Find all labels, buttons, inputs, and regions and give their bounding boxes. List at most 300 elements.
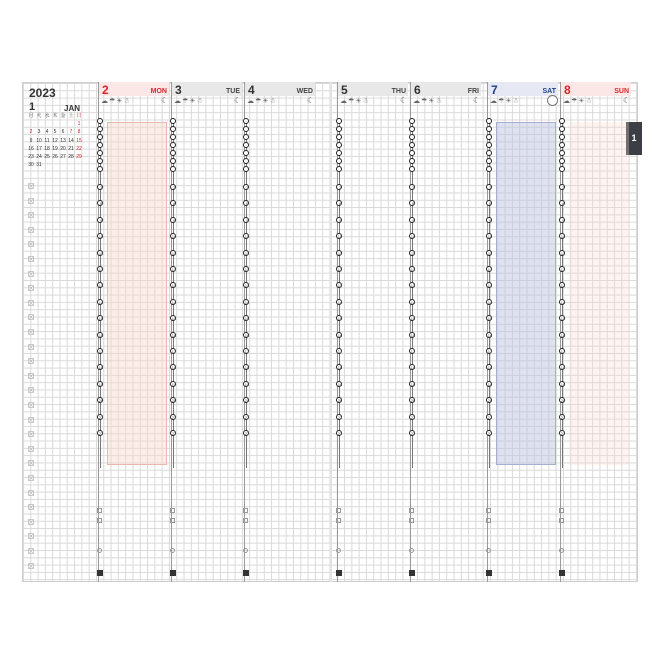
hour-label: 21 [244,414,250,420]
hour-label: 16 [487,332,493,338]
square-marker-icon [170,570,176,576]
hour-label: 10 [337,234,343,240]
weather-icons[interactable]: ☁☂☀☃ [490,98,520,105]
mini-calendar [27,112,87,169]
hour-marker [336,233,342,239]
timeline-dot [486,150,492,156]
checkbox-icon[interactable] [28,300,34,306]
checkbox-icon[interactable] [28,358,34,364]
hour-label: 20 [487,398,493,404]
hour-marker [170,348,176,354]
day-number: 4 [248,83,255,97]
hour-label: 9 [172,217,176,223]
calendar-day [43,120,51,128]
timeline-dot [170,142,176,148]
timeline-dot [409,134,415,140]
timeline-dot [170,118,176,124]
check-icon[interactable] [486,518,491,523]
circle-icon[interactable] [559,548,564,553]
hour-label: 12 [337,267,343,272]
timeline-dot [97,118,103,124]
hour-marker [336,381,342,387]
calendar-day: 10 [36,137,42,144]
hour-marker [243,299,249,305]
calendar-day [43,161,51,169]
checkbox-icon[interactable] [28,460,34,466]
hour-label: 8 [99,201,103,207]
calendar-weekday: 金 [60,113,66,119]
hour-label: 9 [488,217,492,223]
weather-icons[interactable]: ☁☂☀☃ [247,98,277,105]
timeline-dot [486,134,492,140]
timeline-dot [170,166,176,172]
calendar-week-row [27,128,87,136]
circle-icon[interactable] [409,548,414,553]
hour-label: 15 [410,316,416,322]
checkbox-icon[interactable] [28,563,34,569]
checkbox-icon[interactable] [28,285,34,291]
hour-marker [336,282,342,288]
hour-marker [559,184,565,190]
calendar-weekday: 水 [44,113,50,119]
timeline-dot [243,142,249,148]
check-icon[interactable] [336,518,341,523]
hour-marker [486,266,492,272]
timeline-dot [409,118,415,124]
hour-marker [170,217,176,223]
hour-marker [409,266,415,272]
hour-marker [559,233,565,239]
hour-label: 17 [171,349,177,354]
calendar-weekday: 日 [76,113,82,119]
timeline-dot [336,142,342,148]
circle-icon[interactable] [486,548,491,553]
hour-marker [97,381,103,387]
hour-label: 18 [244,365,250,371]
day-name: TUE [226,88,240,95]
calendar-day: 13 [60,137,66,144]
timeline-dot [486,166,492,172]
hour-marker [336,332,342,338]
hour-label: 22 [487,431,493,436]
checkbox-icon[interactable] [28,548,34,554]
hour-label: 11 [244,250,250,256]
timeline-dot [336,118,342,124]
calendar-day [67,120,75,128]
hour-marker [170,397,176,403]
check-icon[interactable] [243,508,248,513]
hour-label: 10 [244,234,250,240]
hour-marker [559,414,565,420]
calendar-day: 25 [44,153,50,160]
square-marker-icon [243,570,249,576]
hour-label: 7 [245,185,249,190]
calendar-day: 31 [36,162,42,169]
timeline-dot [243,158,249,164]
hour-marker [336,217,342,223]
hour-marker [243,348,249,354]
day-number: 7 [491,83,498,97]
hour-marker [486,200,492,206]
calendar-day: 9 [29,137,33,144]
checkbox-icon[interactable] [28,198,34,204]
timeline-dot [336,126,342,132]
hour-label: 20 [560,398,566,404]
hour-marker [559,364,565,370]
calendar-day [59,161,67,169]
hour-label: 12 [98,267,104,272]
hour-label: 22 [98,431,104,436]
hour-label: 8 [411,201,415,207]
calendar-day: 24 [36,153,42,160]
hour-label: 20 [244,398,250,404]
checkbox-icon[interactable] [28,241,34,247]
hour-marker [170,332,176,338]
hour-marker [486,414,492,420]
timeline-dot [559,134,565,140]
hour-label: 16 [560,332,566,338]
timeline-dot [170,134,176,140]
hour-label: 21 [560,414,566,420]
calendar-week-row [27,161,87,169]
hour-label: 7 [561,185,565,190]
day-name: THU [391,88,406,95]
hour-marker [486,217,492,223]
calendar-day: 11 [44,137,50,144]
hour-label: 17 [244,349,250,354]
hour-label: 13 [410,283,416,289]
hour-marker [97,250,103,256]
weather-icons[interactable]: ☁☂☀☃ [340,98,370,105]
month-number: 1 [29,101,36,113]
hour-timeline [97,118,103,468]
hour-label: 17 [487,349,493,354]
hour-label: 7 [411,185,415,190]
calendar-day: 27 [60,153,66,160]
circle-icon[interactable] [170,548,175,553]
timeline-dot [97,166,103,172]
timeline-dot [243,150,249,156]
hour-marker [409,200,415,206]
hour-marker [486,332,492,338]
timeline-dot [243,126,249,132]
check-icon[interactable] [559,508,564,513]
hour-label: 14 [98,299,104,305]
calendar-day: 21 [68,145,74,152]
hour-marker [409,184,415,190]
hour-label: 15 [560,316,566,322]
checkbox-icon[interactable] [28,387,34,393]
calendar-week-row [27,145,87,153]
timeline-dot [486,126,492,132]
hour-label: 17 [410,349,416,354]
hour-marker [336,299,342,305]
checkbox-icon[interactable] [28,475,34,481]
check-icon[interactable] [559,518,564,523]
timeline-dot [243,166,249,172]
calendar-day: 4 [45,129,49,136]
hour-timeline [486,118,492,468]
hour-marker [559,266,565,272]
hour-marker [486,315,492,321]
day-number: 8 [564,83,571,97]
weather-icons[interactable]: ☁☂☀☃ [174,98,204,105]
hour-marker [170,266,176,272]
square-marker-icon [336,570,342,576]
checkbox-icon[interactable] [28,417,34,423]
hour-label: 13 [171,283,177,289]
checkbox-icon[interactable] [28,314,34,320]
hour-label: 7 [488,185,492,190]
checkbox-icon[interactable] [28,519,34,525]
hour-marker [336,414,342,420]
timeline-dot [559,158,565,164]
hour-label: 11 [171,250,177,256]
hour-marker [336,250,342,256]
hour-label: 11 [98,250,104,256]
check-icon[interactable] [409,508,414,513]
hour-marker [486,364,492,370]
checkbox-icon[interactable] [28,256,34,262]
hour-label: 14 [171,299,177,305]
hour-label: 14 [560,299,566,305]
hour-marker [486,397,492,403]
hour-label: 21 [337,414,343,420]
checkbox-icon[interactable] [28,504,34,510]
hour-label: 15 [487,316,493,322]
hour-marker [559,348,565,354]
hour-marker [486,233,492,239]
check-icon[interactable] [97,518,102,523]
timeline-dot [97,142,103,148]
hour-marker [170,381,176,387]
checkbox-icon[interactable] [28,212,34,218]
hour-marker [243,381,249,387]
hour-label: 22 [410,431,416,436]
hour-label: 12 [171,267,177,272]
hour-label: 21 [410,414,416,420]
hour-marker [97,299,103,305]
hour-label: 8 [561,201,565,207]
calendar-day: 17 [36,145,42,152]
timeline-dot [486,142,492,148]
hour-label: 17 [560,349,566,354]
hour-label: 9 [411,217,415,223]
calendar-week-row [27,120,87,128]
hour-marker [409,430,415,436]
hour-label: 13 [487,283,493,289]
weather-icons[interactable]: ☁☂☀☃ [101,98,131,105]
moon-phase-icon: ☾ [307,96,315,105]
timeline-dot [336,166,342,172]
hour-marker [559,217,565,223]
hour-label: 10 [98,234,104,240]
day-shaded-block [496,122,556,465]
hour-label: 7 [172,185,176,190]
hour-label: 15 [171,316,177,322]
calendar-day: 1 [77,121,81,128]
hour-label: 12 [487,267,493,272]
calendar-day [67,161,75,169]
checkbox-icon[interactable] [28,271,34,277]
timeline-dot [409,158,415,164]
hour-label: 9 [338,217,342,223]
checkbox-icon[interactable] [28,533,34,539]
hour-marker [486,282,492,288]
checkbox-icon[interactable] [28,446,34,452]
hour-marker [97,397,103,403]
hour-label: 15 [98,316,104,322]
calendar-day [27,120,35,128]
calendar-week-row [27,153,87,161]
hour-label: 18 [171,365,177,371]
calendar-weekday: 土 [68,113,74,119]
calendar-day: 7 [69,129,73,136]
hour-marker [170,414,176,420]
calendar-day [51,161,59,169]
checkbox-icon[interactable] [28,183,34,189]
hour-marker [97,332,103,338]
hour-marker [409,282,415,288]
hour-marker [170,299,176,305]
calendar-day: 30 [28,162,34,169]
month-name: JAN [64,104,81,113]
hour-marker [170,184,176,190]
hour-marker [243,184,249,190]
hour-marker [170,315,176,321]
hour-label: 21 [98,414,104,420]
hour-label: 19 [337,381,343,387]
calendar-day: 8 [77,129,81,136]
hour-label: 22 [244,431,250,436]
hour-label: 14 [410,299,416,305]
hour-label: 18 [410,365,416,371]
hour-label: 16 [410,332,416,338]
weather-icons[interactable]: ☁☂☀☃ [413,98,443,105]
hour-label: 11 [337,250,343,256]
check-icon[interactable] [97,508,102,513]
hour-marker [243,266,249,272]
check-icon[interactable] [243,518,248,523]
timeline-dot [559,150,565,156]
timeline-dot [409,142,415,148]
calendar-weekday: 木 [52,113,58,119]
hour-marker [409,217,415,223]
hour-marker [559,200,565,206]
month-tab[interactable]: 1 [626,122,642,155]
hour-marker [409,348,415,354]
checkbox-icon[interactable] [28,373,34,379]
day-number: 3 [175,83,182,97]
day-name: FRI [467,88,479,95]
hour-label: 16 [244,332,250,338]
timeline-dot [559,142,565,148]
check-icon[interactable] [170,508,175,513]
calendar-day: 2 [29,129,33,136]
checkbox-icon[interactable] [28,329,34,335]
hour-label: 8 [245,201,249,207]
calendar-day: 5 [53,129,57,136]
checkbox-icon[interactable] [28,227,34,233]
hour-label: 20 [337,398,343,404]
checkbox-icon[interactable] [28,490,34,496]
hour-marker [170,233,176,239]
hour-marker [243,364,249,370]
hour-marker [97,430,103,436]
check-icon[interactable] [409,518,414,523]
hour-timeline [559,118,565,468]
hour-label: 20 [98,398,104,404]
hour-label: 22 [560,431,566,436]
hour-marker [170,250,176,256]
hour-label: 20 [171,398,177,404]
hour-marker [243,200,249,206]
hour-label: 16 [337,332,343,338]
checkbox-icon[interactable] [28,402,34,408]
calendar-day: 15 [76,137,82,144]
timeline-dot [409,166,415,172]
checkbox-icon[interactable] [28,344,34,350]
hour-label: 22 [171,431,177,436]
hour-marker [559,315,565,321]
check-icon[interactable] [170,518,175,523]
hour-label: 10 [171,234,177,240]
checkbox-icon[interactable] [28,431,34,437]
hour-marker [409,414,415,420]
circle-icon[interactable] [97,548,102,553]
hour-label: 18 [487,365,493,371]
calendar-day: 3 [37,129,41,136]
hour-marker [336,184,342,190]
hour-marker [336,364,342,370]
hour-label: 10 [410,234,416,240]
circle-icon[interactable] [336,548,341,553]
hour-marker [409,315,415,321]
calendar-week-row [27,137,87,145]
calendar-weekday-row [27,112,87,120]
hour-marker [243,414,249,420]
timeline-dot [559,118,565,124]
check-icon[interactable] [486,508,491,513]
day-number: 5 [341,83,348,97]
hour-label: 15 [337,316,343,322]
hour-marker [170,282,176,288]
calendar-day [59,120,67,128]
hour-label: 18 [337,365,343,371]
calendar-day: 6 [61,129,65,136]
timeline-dot [170,158,176,164]
hour-marker [336,200,342,206]
calendar-day [75,161,83,169]
timeline-dot [559,166,565,172]
hour-label: 8 [338,201,342,207]
hour-marker [243,217,249,223]
hour-marker [486,299,492,305]
circle-icon[interactable] [243,548,248,553]
hour-label: 12 [410,267,416,272]
hour-marker [409,381,415,387]
hour-label: 7 [99,185,103,190]
timeline-dot [243,134,249,140]
weather-icons[interactable]: ☁☂☀☃ [563,98,593,105]
check-icon[interactable] [336,508,341,513]
hour-marker [243,282,249,288]
hour-marker [170,430,176,436]
hour-marker [409,364,415,370]
hour-label: 8 [172,201,176,207]
hour-marker [243,315,249,321]
hour-marker [559,430,565,436]
